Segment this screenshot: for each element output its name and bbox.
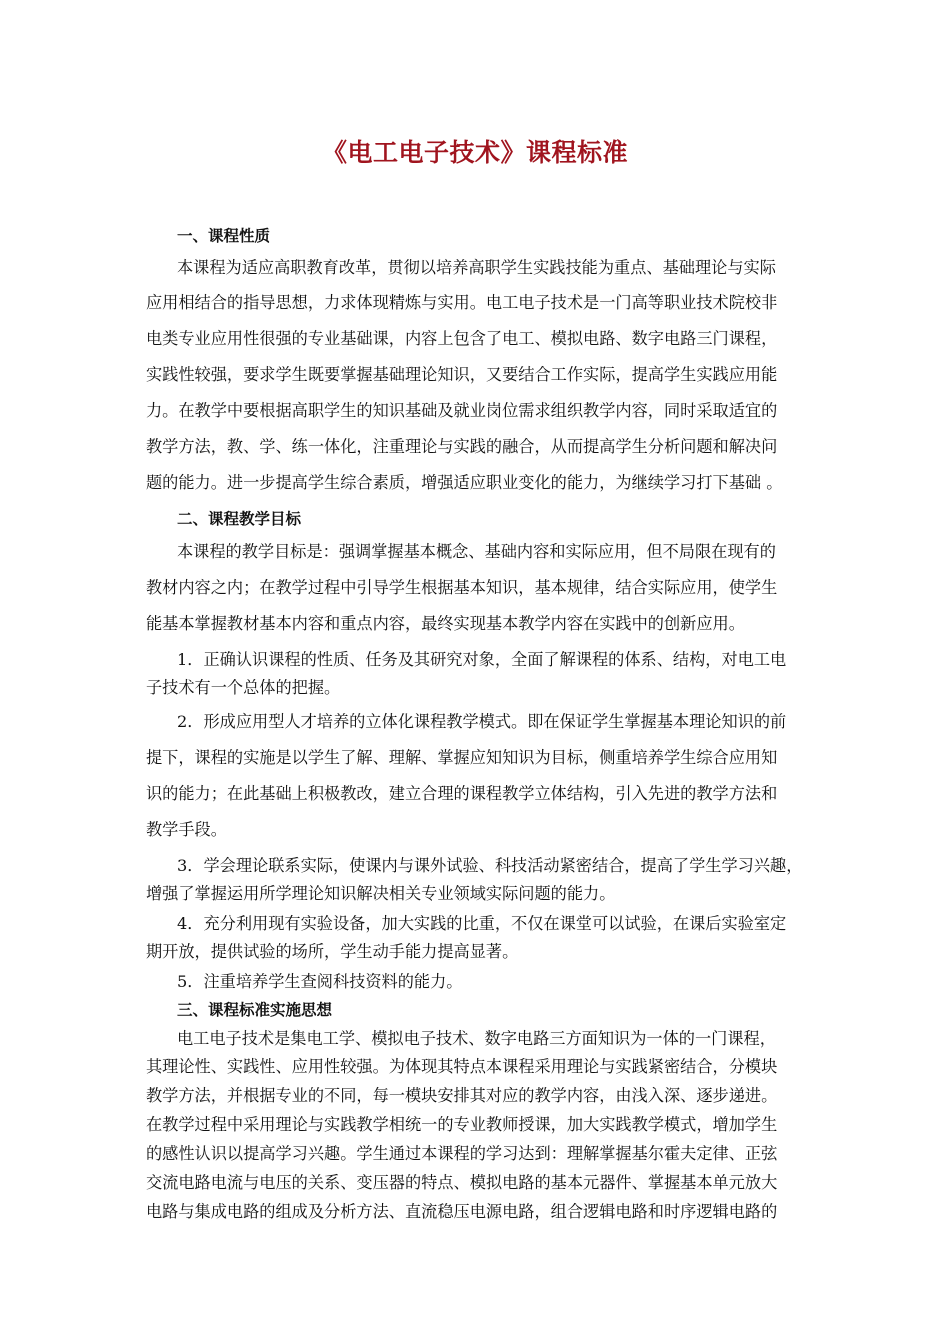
list-item: 4．充分利用现有实验设备，加大实践的比重，不仅在课堂可以试验，在课后实验室定: [177, 914, 787, 933]
list-item: 2．形成应用型人才培养的立体化课程教学模式。即在保证学生掌握基本理论知识的前: [177, 712, 787, 731]
section-heading: 一、课程性质: [177, 227, 271, 245]
paragraph-line: 教学方法，教、学、练一体化，注重理论与实践的融合，从而提高学生分析问题和解决问: [146, 437, 778, 456]
list-item: 增强了掌握运用所学理论知识解决相关专业领域实际问题的能力。: [146, 884, 616, 903]
list-item: 子技术有一个总体的把握。: [146, 678, 341, 697]
section-heading: 二、课程教学目标: [177, 510, 302, 528]
paragraph-line: 本课程的教学目标是：强调掌握基本概念、基础内容和实际应用，但不局限在现有的: [177, 542, 776, 561]
paragraph-line: 力。在教学中要根据高职学生的知识基础及就业岗位需求组织教学内容，同时采取适宜的: [146, 401, 778, 420]
section-heading: 三、课程标准实施思想: [177, 1001, 333, 1019]
paragraph-line: 题的能力。进一步提高学生综合素质，增强适应职业变化的能力，为继续学习打下基础 。: [146, 473, 783, 492]
paragraph-line: 电路与集成电路的组成及分析方法、直流稳压电源电路，组合逻辑电路和时序逻辑电路的: [146, 1202, 778, 1221]
list-item: 3．学会理论联系实际，使课内与课外试验、科技活动紧密结合，提高了学生学习兴趣，: [177, 856, 803, 875]
paragraph-line: 教材内容之内；在教学过程中引导学生根据基本知识，基本规律，结合实际应用，使学生: [146, 578, 778, 597]
paragraph-line: 电类专业应用性很强的专业基础课，内容上包含了电工、模拟电路、数字电路三门课程，: [146, 329, 778, 348]
paragraph-line: 交流电路电流与电压的关系、变压器的特点、模拟电路的基本元器件、掌握基本单元放大: [146, 1173, 778, 1192]
paragraph-line: 教学方法，并根据专业的不同，每一模块安排其对应的教学内容，由浅入深、逐步递进。: [146, 1086, 778, 1105]
list-item: 识的能力；在此基础上积极教改，建立合理的课程教学立体结构，引入先进的教学方法和: [146, 784, 778, 803]
paragraph-line: 实践性较强，要求学生既要掌握基础理论知识，又要结合工作实际，提高学生实践应用能: [146, 365, 778, 384]
list-item: 提下，课程的实施是以学生了解、理解、掌握应知知识为目标，侧重培养学生综合应用知: [146, 748, 778, 767]
paragraph-line: 在教学过程中采用理论与实践教学相统一的专业教师授课，加大实践教学模式，增加学生: [146, 1115, 778, 1134]
list-item: 期开放，提供试验的场所，学生动手能力提高显著。: [146, 942, 519, 961]
paragraph-line: 应用相结合的指导思想，力求体现精炼与实用。电工电子技术是一门高等职业技术院校非: [146, 293, 778, 312]
list-item: 5．注重培养学生查阅科技资料的能力。: [177, 972, 463, 991]
document-title: 《电工电子技术》课程标准: [321, 138, 628, 167]
paragraph-line: 能基本掌握教材基本内容和重点内容，最终实现基本教学内容在实践中的创新应用。: [146, 614, 745, 633]
paragraph-line: 的感性认识以提高学习兴趣。学生通过本课程的学习达到：理解掌握基尔霍夫定律、正弦: [146, 1144, 778, 1163]
paragraph-line: 电工电子技术是集电工学、模拟电子技术、数字电路三方面知识为一体的一门课程，: [177, 1029, 776, 1048]
list-item: 1．正确认识课程的性质、任务及其研究对象，全面了解课程的体系、结构，对电工电: [177, 650, 787, 669]
paragraph-line: 本课程为适应高职教育改革，贯彻以培养高职学生实践技能为重点、基础理论与实际: [177, 258, 776, 277]
paragraph-line: 其理论性、实践性、应用性较强。为体现其特点本课程采用理论与实践紧密结合，分模块: [146, 1057, 778, 1076]
list-item: 教学手段。: [146, 820, 227, 839]
